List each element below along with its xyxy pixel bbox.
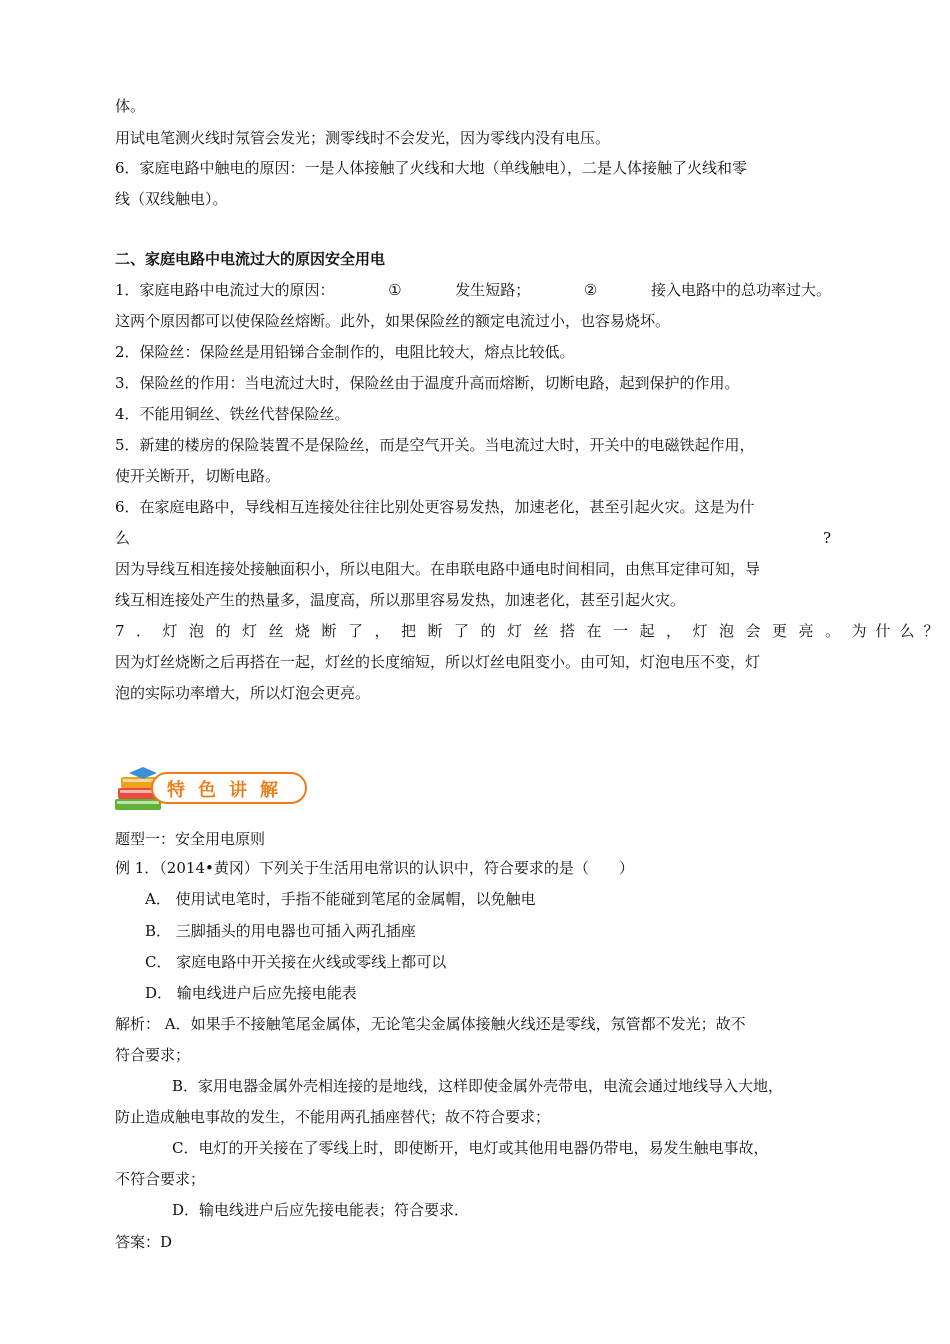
text-line: 泡的实际功率增大，所以灯泡会更亮。 (115, 684, 371, 702)
text-line: 体。 (115, 97, 146, 115)
text-line: 4．不能用铜丝、铁丝代替保险丝。 (115, 405, 350, 423)
banner-label: 特色讲解 (167, 780, 291, 801)
text-fragment: 接入电路中的总功率过大。 (650, 281, 831, 299)
text-line: 因为导线互相连接处接触面积小，所以电阻大。在串联电路中通电时间相同，由焦耳定律可知，导 (115, 560, 761, 578)
text-line-justified (115, 620, 948, 642)
text-fragment: 7．灯泡的灯丝烧断了，把断了的灯丝搭在一起，灯泡会更亮。 (115, 622, 852, 640)
section-heading: 二、家庭电路中电流过大的原因安全用电 (115, 250, 386, 268)
text-line: 5．新建的楼房的保险装置不是保险丝，而是空气开关。当电流过大时，开关中的电磁铁起作用， (115, 436, 755, 454)
text-line: 6．在家庭电路中，导线相互连接处往往比别处更容易发热，加速老化，甚至引起火灾。这是为什 (115, 498, 755, 516)
text-line: 2．保险丝：保险丝是用铅锑合金制作的，电阻比较大，熔点比较低。 (115, 343, 575, 361)
option-c: C． 家庭电路中开关接在火线或零线上都可以 (145, 953, 447, 971)
analysis-line: C．电灯的开关接在了零线上时，即使断开，电灯或其他用电器仍带电，易发生触电事故， (172, 1139, 769, 1157)
analysis-line: 解析： A．如果手不接触笔尾金属体，无论笔尖金属体接触火线还是零线，氖管都不发光；故不 (115, 1015, 746, 1033)
text-line: 6．家庭电路中触电的原因：一是人体接触了火线和大地（单线触电），二是人体接触了火线和零 (115, 159, 748, 177)
feature-banner (113, 765, 311, 813)
text-fragment: 么 (115, 529, 131, 547)
question-type: 题型一：安全用电原则 (115, 830, 266, 848)
text-line: 3．保险丝的作用：当电流过大时，保险丝由于温度升高而熔断，切断电路，起到保护的作用。 (115, 374, 740, 392)
text-line: 线互相连接处产生的热量多，温度高，所以那里容易发热，加速老化，甚至引起火灾。 (115, 591, 686, 609)
analysis-line: B．家用电器金属外壳相连接的是地线，这样即使金属外壳带电，电流会通过地线导入大地， (172, 1077, 784, 1095)
question-stem: 例 1．（2014•黄冈）下列关于生活用电常识的认识中，符合要求的是（ ） (115, 859, 634, 877)
option-a: A． 使用试电笔时，手指不能碰到笔尾的金属帽，以免触电 (145, 890, 536, 908)
text-line: 用试电笔测火线时氖管会发光；测零线时不会发光，因为零线内没有电压。 (115, 129, 611, 147)
text-line: 这两个原因都可以使保险丝熔断。此外，如果保险丝的额定电流过小，也容易烧坏。 (115, 312, 671, 330)
option-d: D． 输电线进户后应先接电能表 (145, 984, 357, 1002)
text-fragment: ② (583, 281, 598, 299)
analysis-line: 不符合要求； (115, 1170, 206, 1188)
text-fragment: ① (388, 281, 402, 299)
analysis-line: 防止造成触电事故的发生，不能用两孔插座替代；故不符合要求； (115, 1108, 551, 1126)
text-fragment: 发生短路； (455, 281, 531, 299)
option-b: B． 三脚插头的用电器也可插入两孔插座 (145, 922, 416, 940)
text-line-justified (115, 527, 831, 549)
analysis-line: 符合要求； (115, 1046, 191, 1064)
answer-line: 答案：D (115, 1233, 173, 1251)
text-fragment: 为什么？ (851, 622, 948, 640)
text-line: 线（双线触电）。 (115, 190, 228, 208)
analysis-line: D．输电线进户后应先接电能表；符合要求． (172, 1201, 470, 1219)
text-line: 使开关断开，切断电路。 (115, 467, 281, 485)
text-fragment: 1．家庭电路中电流过大的原因： (115, 281, 335, 299)
text-line-justified (115, 279, 831, 301)
text-fragment: ? (822, 529, 831, 547)
text-line: 因为灯丝烧断之后再搭在一起，灯丝的长度缩短，所以灯丝电阻变小。由可知，灯泡电压不变，灯 (115, 653, 761, 671)
